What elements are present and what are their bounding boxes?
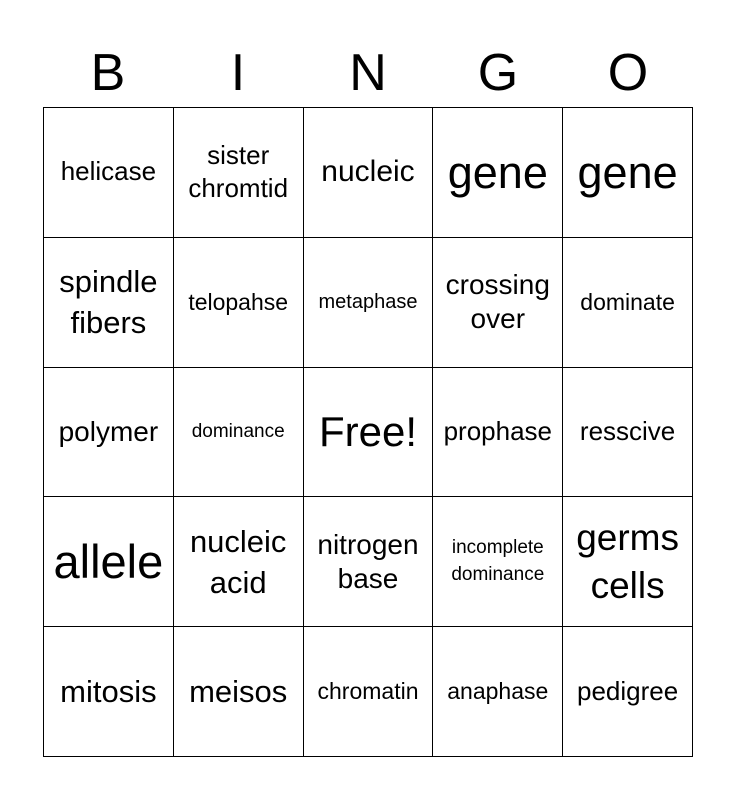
- free-space-label: Free!: [318, 407, 417, 455]
- header-letter-b: B: [90, 44, 126, 102]
- bingo-cell-r5-c5[interactable]: [563, 627, 693, 757]
- bingo-grid: [43, 107, 693, 757]
- bingo-cell-r1-c1[interactable]: [44, 108, 174, 238]
- cell-label: resscive: [579, 416, 676, 447]
- bingo-cell-r2-c3[interactable]: [304, 238, 434, 368]
- cell-label: meisos: [189, 673, 288, 709]
- bingo-cell-r4-c1[interactable]: [44, 497, 174, 627]
- cell-label: dominate: [580, 288, 675, 315]
- bingo-cell-r5-c3[interactable]: [304, 627, 434, 757]
- bingo-cell-r5-c1[interactable]: [44, 627, 174, 757]
- cell-label: germs cells: [576, 516, 679, 606]
- header-letter-o: O: [607, 44, 649, 102]
- bingo-cell-r2-c2[interactable]: [174, 238, 304, 368]
- bingo-cell-r5-c4[interactable]: [433, 627, 563, 757]
- bingo-cell-r2-c4[interactable]: [433, 238, 563, 368]
- cell-label: polymer: [58, 415, 159, 447]
- bingo-cell-r1-c4[interactable]: [433, 108, 563, 238]
- bingo-cell-r2-c1[interactable]: [44, 238, 174, 368]
- cell-label: mitosis: [60, 673, 157, 709]
- bingo-cell-r4-c2[interactable]: [174, 497, 304, 627]
- cell-label: spindle fibers: [59, 263, 158, 341]
- cell-label: chromatin: [317, 678, 419, 705]
- bingo-cell-r4-c5[interactable]: [563, 497, 693, 627]
- bingo-cell-r4-c4[interactable]: [433, 497, 563, 627]
- cell-label: telopahse: [188, 288, 289, 315]
- header-letter-i: I: [230, 44, 246, 102]
- cell-label: nucleic acid: [189, 523, 287, 600]
- bingo-cell-r2-c5[interactable]: [563, 238, 693, 368]
- cell-label: gene: [577, 146, 678, 198]
- bingo-cell-r1-c2[interactable]: [174, 108, 304, 238]
- cell-label: anaphase: [447, 678, 549, 705]
- bingo-header: [43, 42, 693, 104]
- bingo-cell-r3-c2[interactable]: [174, 368, 304, 498]
- cell-label: nucleic: [321, 155, 415, 189]
- cell-label: sister chromtid: [188, 139, 289, 204]
- cell-label: crossing over: [445, 269, 550, 335]
- cell-label: prophase: [443, 416, 552, 447]
- bingo-cell-r4-c3[interactable]: [304, 497, 434, 627]
- cell-label: incomplete dominance: [451, 537, 545, 585]
- cell-label: pedigree: [576, 675, 679, 706]
- bingo-cell-r1-c5[interactable]: [563, 108, 693, 238]
- bingo-cell-r5-c2[interactable]: [174, 627, 304, 757]
- cell-label: helicase: [60, 156, 157, 187]
- bingo-cell-free[interactable]: [304, 368, 434, 498]
- cell-label: dominance: [191, 421, 285, 443]
- cell-label: nitrogen base: [317, 528, 419, 594]
- bingo-cell-r3-c1[interactable]: [44, 368, 174, 498]
- cell-label: gene: [447, 146, 548, 198]
- bingo-cell-r1-c3[interactable]: [304, 108, 434, 238]
- bingo-cell-r3-c4[interactable]: [433, 368, 563, 498]
- bingo-cell-r3-c5[interactable]: [563, 368, 693, 498]
- header-letter-n: N: [349, 44, 387, 102]
- cell-label: allele: [53, 534, 164, 588]
- cell-label: metaphase: [318, 290, 418, 313]
- header-letter-g: G: [477, 44, 519, 102]
